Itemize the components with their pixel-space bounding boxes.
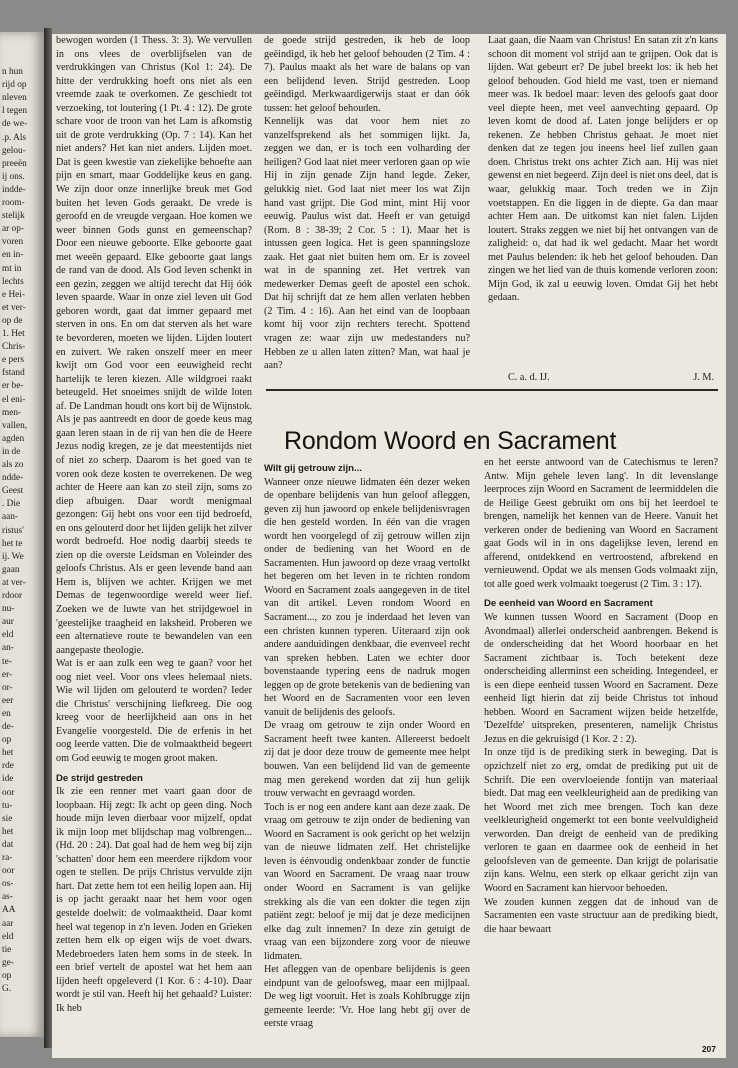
col3-paragraph: Laat gaan, die Naam van Christus! En satan zit z'n kans schoon dit moment vol strijd aan te grijpen. Ook dat is lijden. Wat gebeurt er? De jubel breekt los: ik heb het geloof behouden. God hield me vast, toen er niemand meer was. Ik bedoel maar: leven des geloofs gaat door veel diepte heen, met veel aanvechting gepaard. Op leven komt de dood af. Laten jonge belijders er op rekenen. Ze hebben Christus gehaat. Je moet niet denken dat ze tegen jou ineens heel lief zullen gaan doen. Christus trekt ons achter Zich aan. Hij was niet gewenst en niet begeerd. Zijn deel is niet ons deel, dat is waar, gelukkig maar. Toch treden we in Zijn voetstappen. En die liggen in de diepte. Ga dan maar achter Hem aan. De uitkomst kan niet falen. Lijden loutert. Straks zeggen we niet bij het ontvangen van de zaligheid: o, dat had ik wel gedacht. Maar het wordt met Paulus belenden: ik heb het geloof behouden. Dan zingen we het lied van de thuis komende verloren zoon: Mijn God, ik zal u eeuwig loven. Omdat Gij het hebt gedaan. — [488, 35, 718, 304]
facing-page-fragment: oor — [2, 787, 15, 798]
col1-paragraph: Wat is er aan zulk een weg te gaan? voor het oog niet veel. Voor ons vlees helemaal niets. Wie wil lijden om gelouterd te worden? Ieder die Christus' verschijning liefkreeg. Die oog kreeg voor de heerlijkheid aan ons in het Evangelie voorgesteld. Die de erfenis in het oog leerde vatten. Die de volmaaktheid begeert om God eeuwig te mogen groot maken. — [56, 658, 252, 764]
col4-paragraph: Het afleggen van de openbare belijdenis is geen eindpunt van de geloofsweg, maar een mijlpaal. De weg ligt vooruit. Het is zoals Kohlbrugge zijn gemeente leerde: 'Vr. Hoe lang hebt gij over de eerste vraag — [264, 964, 470, 1030]
signature-left: C. a. d. IJ. — [508, 372, 550, 383]
facing-page-fragment: l tegen — [2, 106, 28, 117]
facing-page-fragment: aan- — [2, 512, 18, 523]
facing-page-fragment: rijd op — [2, 80, 27, 91]
col1-paragraph: Ik zie een renner met vaart gaan door de loopbaan. Hij zegt: Ik acht op geen ding. Noch houde mijn leven dierbaar voor mijzelf, opdat ik mijn loop met blijdschap mag volbrengen... (Hd. 20 : 24). Dat goal had de hem weg bij zijn 'schatten' door hem een meerdere rijkdom voor ogen te stellen. De prijs Christus vervulde zijn hart. Dat zette hem tot een heilig lopen aan. Hij is op jacht geraakt naar het hem voor ogen gestelde doelwit: de volmaaktheid. Daar komt heel wat tegenop in z'n leven. Joden en Grieken zetten hem elk op eigen wijs de voet dwars. Medebroeders laten hem soms in de steek. In een brief vertelt de apostel wat het hem aan lijden heeft opgeleverd (1 Kor. 6 : 4-10). Daar wordt je stil van. Heeft hij het gehaald? Luister: Ik heb — [56, 786, 252, 1014]
col5-paragraph: en het eerste antwoord van de Catechismus te leren? Antw. Mijn gehele leven lang'. In dit levenslange leerproces zijn Woord en Sacrament de leermiddelen die de Heilige Geest gebruikt om ons bij het leerdoel te brengen, namelijk het kennen van de Heere. Vanuit het verkeren onder de bediening van Woord en Sacrament gaat Gods wil in in ons dagelijkse leven, lerend en afferend, ontdekkend en vertroostend, afbrekend en vernieuwend. Opdat we als mensen Gods volmaakt zijn, tot alle goed werk volmaakt toegerust (2 Tim. 3 : 17). — [484, 457, 718, 590]
section-heading-strijd: De strijd gestreden — [56, 772, 143, 784]
book-gutter — [44, 28, 52, 1048]
facing-page-fragment: eld — [2, 931, 14, 942]
facing-page-fragment: de- — [2, 722, 14, 732]
facing-page-fragment: het — [2, 748, 14, 759]
facing-page-fragment: n hun — [2, 67, 23, 77]
facing-page-fragment: stelijk — [2, 211, 25, 222]
facing-page-fragment: fstand — [2, 368, 25, 379]
facing-page-fragment: het — [2, 826, 14, 837]
facing-page-fragment: ar op- — [2, 224, 24, 235]
signature-right: J. M. — [693, 372, 714, 383]
facing-page-fragment: ra- — [2, 853, 13, 863]
article-signature — [508, 372, 714, 383]
facing-page-fragment: en in- — [2, 250, 24, 261]
facing-page-fragment: rde — [2, 761, 14, 772]
facing-page-fragment: .p. Als — [2, 132, 27, 143]
facing-page-fragment: e pers — [2, 355, 24, 366]
facing-page-fragment: eer — [2, 695, 14, 706]
col1-paragraph: bewogen worden (1 Thess. 3: 3). We vervullen in ons vlees de overblijfselen van de verdrukkingen van Christus (Kol 1: 24). De hitte der verdrukking hoeft ons niet als een vreemde zaak te overkomen. Ze geschiedt tot verzoeking, tot loutering (1 Pt. 4 : 12). De grote schare voor de troon van het Lam is afkomstig uit de grote verdrukking (Op. 7 : 14). Kan het niet anders? Het kan niet anders. Lijden moet. Dat is geen kwestie van ziekelijke behoefte aan pijn en smart, maar Goddelijke keus en gang. We zijn door onze innerlijke breuk met God buiten het leven Gods geraakt. De vrede is geroofd en de vreugde vergaan. Hoe komen we weer binnen Gods gunst en gemeenschap? Door een nieuwe geboorte. Elke geboorte gaat met weeën gepaard. Elke geboorte gaat langs de rand van de dood. Als God leven schenkt in een gezin, zeggen we altijd terecht dat Hij óók leven spaarde. Waar in onze ziel leven uit God geboren wordt, gaat dat immer gepaard met sterven in ons. En om dat sterven als het ware te bevorderen, moeten we lijden. Lijden loutert en zuivert. We raken onszelf meer en meer kwijt om God voor een eeuwigheid recht hartelijk te leren kiezen. Alle wildgroei raakt beteugeld. Het snoeimes snijdt de wilde loten af. De Landman houdt ons kort bij de Wijnstok. Als je pas aantreedt en door de goede keus mag gaan leren staan in de rij van hen die de Heere Jezus nodig kregen, ze je dat meestentijds niet of niet zo scherp. Daarom is het goed van te voren ook deze kosten te overrekenen. De weg achter de Heere aan kan zo steil zijn, soms zo diep afbuigen. Daar wordt menigmaal gezongen: Gij hebt ons voor een tijd bedroefd, en ons gelouterd door het lijden gelijk het zilver wordt bedroefd. Hoe nodig daarbij steeds te zien op die overste Leidsman en Voleinder des geloofs Christus. Als er geen levende band aan Hem is, blijven we achter. Krijgen we met Demas de tegenwoordige wereld weer lief. Zoeken we de luwte van het strijdgewoel in 'geestelijke traagheid en laksheid. Proberen we een alternatieve route te bewandelen van een aangepaste theologie. — [56, 35, 252, 656]
facing-page-fragment: dat — [2, 839, 14, 850]
facing-page-fragment: rdoor — [2, 591, 23, 601]
facing-page-fragment: el eni- — [2, 394, 26, 405]
facing-page-fragment: ij. We — [2, 551, 24, 562]
facing-page-fragment: preeën — [2, 158, 27, 169]
col5-paragraph: We kunnen tussen Woord en Sacrament (Doop en Avondmaal) allerlei onderscheid aanbrengen. Bekend is de onderscheiding dat het Woord hoorbaar en het Sacrament zichtbaar is. Toch betekent deze onderscheiding allerminst een scheiding. Integendeel, er is een diepe eenheid tussen Woord en Sacrament. Deze eenheid ligt hierin dat zij beide Christus tot inhoud hebben. Woord en Sacrament wijzen beide hetzelfde, 'Dezelfde' uitspreken, presenteren, namelijk Christus Jezus en die gekruisigd (1 Kor. 2 : 2). — [484, 612, 718, 745]
facing-page-fragment: ij ons. — [2, 171, 25, 182]
section-heading-eenheid: De eenheid van Woord en Sacrament — [484, 598, 653, 610]
facing-page-fragment: e Hei- — [2, 289, 25, 300]
facing-page-fragment: vallen, — [2, 420, 28, 431]
col4-paragraph: De vraag om getrouw te zijn onder Woord en Sacrament heeft twee kanten. Allereerst bedoelt zij dat je door deze trouw de gemeente mee helpt bouwen. Van een belijdend lid van de gemeente mag men gerekend worden dat zij hun gelijk trouw verwacht en gevraagd worden. — [264, 720, 470, 800]
facing-page-fragment: op — [2, 970, 12, 981]
column-5 — [484, 456, 718, 1036]
facing-page-fragment: et ver- — [2, 302, 26, 313]
page-number: 207 — [701, 1044, 716, 1054]
facing-page-fragment: gaan — [2, 564, 20, 575]
facing-page-fragment: er be- — [2, 381, 24, 392]
facing-page-fragment: eld — [2, 630, 14, 641]
column-1 — [56, 34, 252, 1024]
facing-page-fragment: voren — [2, 237, 24, 248]
col5-paragraph: In onze tijd is de prediking sterk in beweging. Dat is opzichzelf niet zo erg, omdat de prediking put uit de Schrift. Die een overvloeiende fontijn van materiaal biedt. Dat mag een veelkleurigheid aan de prediking van het Woord met zich mee brengen. Toch kan deze veelkleurigheid ongemerkt tot een bonte veelvuldigheid verworden. Dan dreigt de eenheid van de prediking verloren te gaan en daarmee ook de eenheid in het geloofsleven van de gemeente. Dan krijgt de polarisatie zijn kans. Welnu, een sterk op elkaar gericht zijn van Woord en Sacrament kan hiervoor behoeden. — [484, 747, 718, 894]
facing-page-fragment: aar — [2, 918, 14, 929]
facing-page-fragment: an- — [2, 643, 14, 654]
facing-page-fragment: het te — [2, 538, 23, 549]
col2-paragraph: Kennelijk was dat voor hem niet zo vanzelfsprekend als het sommigen lijkt. Ja, zeggen we dan, er is toch een volharding der heiligen? God laat niet meer verloren gaan op wie Hij in zijn genade Zijn hand legde. Zeker, gelukkig niet. God laat niet meer los wat Zijn hand vast grijpt. Die God mint, mint Hij voor eeuwig. Paulus wist dat. Heeft er van getuigd (Rom. 8 : 38-39; 2 Cor. 5 : 1). Maar het is intussen geen logica. Het is geen spanningsloze zaak. Het gaat niet buiten hem om. Er is zoveel wat in de spanning zet. Het vertrek van medewerker Demas geeft de apostel een schok. Dat hij schrijft dat ze hem allen verlaten hebben (2 Tim. 4 : 16). Aan het eind van de loopbaan komt hij voor zijn rechters terecht. Spottend vragen ze: waar zijn uw medestanders nu? Hebben ze u allen laten zitten? Man, wat haal je aan? — [264, 116, 470, 372]
facing-page-edge — [0, 32, 46, 1037]
facing-page-fragment: te- — [2, 656, 12, 667]
facing-page-fragment: Chris- — [2, 342, 26, 353]
facing-page-fragment: ndde- — [2, 473, 24, 484]
article-title: Rondom Woord en Sacrament — [284, 427, 617, 455]
facing-page-fragment: tu- — [2, 800, 13, 811]
facing-page-fragment: ristus' — [2, 525, 24, 536]
facing-page-fragment: op de — [2, 315, 23, 326]
facing-page-fragment: in de — [2, 446, 21, 457]
facing-page-fragment: indde- — [2, 184, 26, 195]
facing-page-fragment: nu- — [2, 604, 15, 615]
facing-page-fragment: gelou- — [2, 145, 26, 156]
facing-page-fragment: as- — [2, 892, 13, 903]
facing-page-fragment: or- — [2, 682, 13, 693]
facing-page-fragment: at ver- — [2, 577, 26, 588]
facing-page-fragment: oor — [2, 866, 15, 877]
col4-paragraph: Toch is er nog een andere kant aan deze zaak. De vraag om getrouw te zijn onder de bediening van Woord en Sacrament is ook gericht op het welzijn van de nieuwe lidmaten zelf. Het christelijke leven is éénvoudig ondenkbaar zonder de functie van Woord en Sacrament. De vraag naar trouw onder Woord en Sacrament is van gelijke strekking als die van een dokter die tegen zijn patiënt zegt: beloof je mij dat je deze medicijnen elke dag zult innemen? In deze zin getuigt de vraag van een bijzondere zorg voor de nieuwe lidmaten. — [264, 801, 470, 962]
facing-page-fragment: 1. Het — [2, 329, 25, 339]
facing-page-fragment: ge- — [2, 957, 14, 968]
column-4 — [264, 456, 470, 1036]
facing-page-fragment: en — [2, 708, 11, 719]
facing-page-fragment: agden — [2, 433, 25, 444]
facing-page-fragment: men- — [2, 407, 22, 418]
facing-page-fragment: sie — [2, 813, 13, 824]
facing-page-fragment: tie — [2, 944, 12, 955]
facing-page-fragment: aur — [2, 617, 14, 628]
facing-page-fragment: lechts — [2, 276, 24, 287]
col5-paragraph: We zouden kunnen zeggen dat de inhoud van de Sacramenten een vaste structuur aan de prediking biedt, die haar bewaart — [484, 896, 718, 935]
magazine-page — [52, 34, 726, 1058]
col4-paragraph: Wanneer onze nieuwe lidmaten één dezer weken de openbare belijdenis van hun geloof afleggen, geven zij hun jawoord op enkele belijdenisvragen die hen gesteld worden. In één van die vragen wordt hen voorgelegd of zij getrouw willen zijn onder de bediening van het Woord en de Sacramenten. Hun jawoord op deze vraag vertolkt het begeren om het leven in te richten rondom Woord en Sacrament zoals aangegeven in de titel van dit artikel. Leven rondom Woord en Sacrament..., zo zou je inderdaad het leven van een christen kunnen typeren. Uiteraard zijn ook andere aanduidingen denkbaar, die evenveel recht van spreken hebben. Laten we echter door bovenstaande typering eens de nadruk mogen leggen op de grote betekenis van de bediening van het Woord en de Sacramenten voor een leven vanuit de belijdenis des geloofs. — [264, 476, 470, 718]
column-3 — [488, 34, 718, 370]
facing-page-fragment: G. — [2, 984, 12, 994]
facing-page-fragment: . Die — [2, 499, 21, 510]
section-heading-getrouw: Wilt gij getrouw zijn... — [264, 463, 362, 474]
column-2 — [264, 34, 470, 420]
col2-paragraph: de goede strijd gestreden, ik heb de loop geëindigd, ik heb het geloof behouden (2 Tim. 4 : 7). Paulus maakt als het ware de balans op van een belijdend leven. Strijd gestreden. Loop geëindigd. Merkwaardigerwijs staat er dan óók tussen: het geloof behouden. — [264, 35, 470, 114]
facing-page-fragment: op — [2, 735, 12, 746]
facing-page-fragment: de we- — [2, 119, 28, 130]
facing-page-fragment: mt in — [2, 263, 22, 274]
facing-page-fragment: room- — [2, 198, 25, 208]
facing-page-fragment: Geest — [2, 486, 24, 497]
facing-page-fragment: ide — [2, 774, 14, 785]
facing-page-fragment: AA — [2, 905, 16, 916]
facing-page-fragment: nleven — [2, 93, 27, 104]
article-divider — [266, 389, 718, 391]
facing-page-fragment: als zo — [2, 460, 24, 470]
facing-page-fragment: er- — [2, 669, 13, 680]
facing-page-fragment: os- — [2, 879, 14, 890]
